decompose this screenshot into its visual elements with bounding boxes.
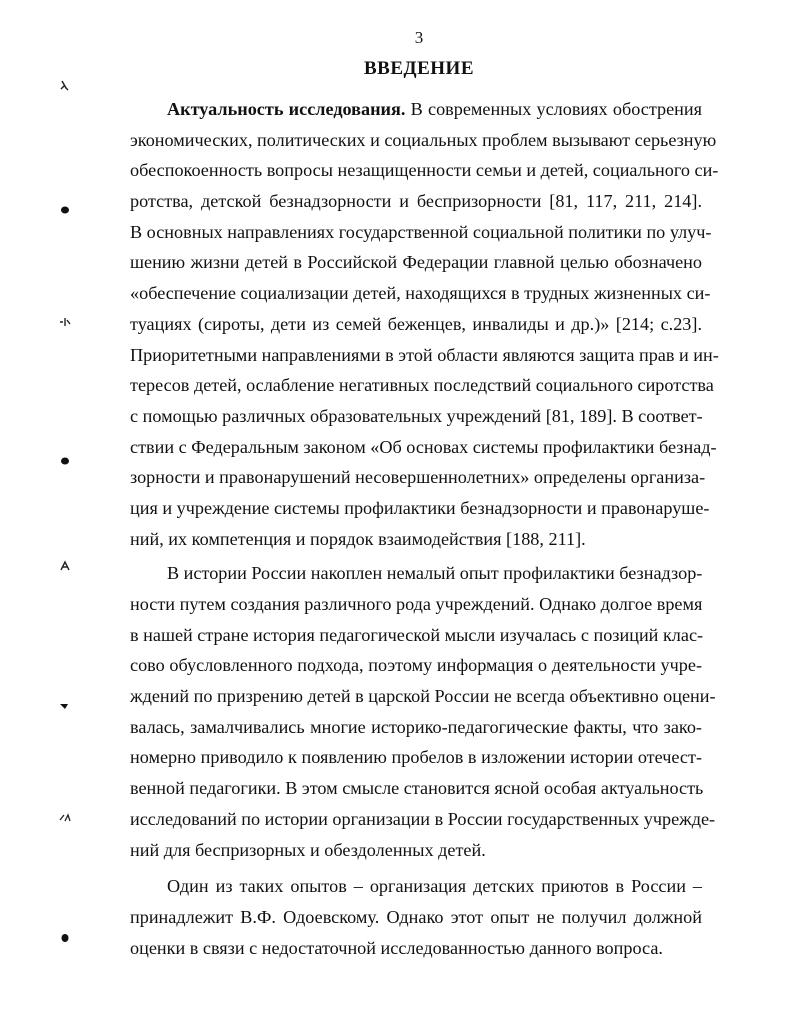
scan-speck-mark	[58, 204, 72, 216]
paragraph-3-line: принадлежит В.Ф. Одоевскому. Однако этот опыт не получил должной	[130, 906, 702, 927]
body-text	[130, 94, 719, 963]
paragraph-2-line: исследований по истории организации в России государственных учрежде-	[130, 808, 716, 829]
scan-speck-mark	[58, 932, 72, 944]
paragraph-1-line: ция и учреждение системы профилактики безнадзорности и правонаруше-	[130, 497, 710, 518]
paragraph-3-line: Один из таких опытов – организация детских приютов в России –	[167, 876, 702, 897]
paragraph-1-line: «обеспечение социализации детей, находящихся в трудных жизненных си-	[130, 283, 711, 304]
section-heading: ВВЕДЕНИЕ	[364, 58, 474, 79]
paragraph-3-line: оценки в связи с недостаточной исследованностью данного вопроса.	[130, 937, 663, 958]
paragraph-2-line: в нашей стране история педагогической мысли изучалась с позиций клас-	[130, 624, 704, 645]
scan-speck-mark	[58, 80, 72, 92]
paragraph-2-line: сово обусловленного подхода, поэтому информация о деятельности учре-	[130, 655, 702, 676]
paragraph-1-line: зорности и правонарушений несовершеннолетних» определены организа-	[130, 467, 706, 488]
paragraph-1-line: ствии с Федеральным законом «Об основах системы профилактики безнад-	[130, 436, 717, 457]
paragraph-1-line: Приоритетными направлениями в этой области являются защита прав и ин-	[130, 344, 719, 365]
paragraph-1-line: Актуальность исследования. В современных условиях обострения	[167, 99, 702, 119]
page-number: 3	[414, 28, 424, 47]
paragraph-2-line: венной педагогики. В этом смысле становится ясной особая актуальность	[130, 778, 704, 799]
paragraph-2-line: В истории России накоплен немалый опыт профилактики безнадзор-	[167, 563, 703, 584]
scan-speck-mark	[58, 455, 72, 467]
scan-speck-mark	[58, 316, 72, 328]
paragraph-1-line: тересов детей, ослабление негативных последствий социального сиротства	[130, 375, 714, 396]
scan-speck-mark	[58, 560, 72, 572]
paragraph-1-line: с помощью различных образовательных учреждений [81, 189]. В соответ-	[130, 405, 703, 426]
paragraph-2-line: ний для беспризорных и обездоленных детей.	[130, 839, 486, 860]
paragraph-1-line: шению жизни детей в Российской Федерации главной целью обозначено	[130, 252, 702, 273]
paragraph-1-line: обеспокоенность вопросы незащищенности семьи и детей, социального си-	[130, 160, 719, 181]
paragraph-1-line: ний, их компетенция и порядок взаимодействия [188, 211].	[130, 528, 586, 549]
paragraph-2-line: ждений по призрению детей в царской России не всегда объективно оцени-	[130, 686, 716, 707]
paragraph-1-line: В основных направлениях государственной социальной политики по улуч-	[130, 221, 712, 242]
scan-speck-mark	[58, 812, 72, 824]
paragraph-2-line: валась, замалчивались многие историко-педагогические факты, что зако-	[130, 716, 702, 737]
paragraph-1-line: экономических, политических и социальных проблем вызывают серьезную	[130, 129, 717, 150]
paragraph-1-line: туациях (сироты, дети из семей беженцев, инвалиды и др.)» [214; с.23].	[130, 313, 702, 334]
relevance-lead: Актуальность исследования.	[167, 99, 406, 119]
paragraph-2-line: номерно приводило к появлению пробелов в изложении истории отечест-	[130, 747, 702, 768]
scan-speck-mark	[58, 700, 72, 712]
paragraph-2-line: ности путем создания различного рода учреждений. Однако долгое время	[130, 594, 703, 614]
paragraph-1-line: ротства, детской безнадзорности и беспризорности [81, 117, 211, 214].	[130, 191, 702, 212]
